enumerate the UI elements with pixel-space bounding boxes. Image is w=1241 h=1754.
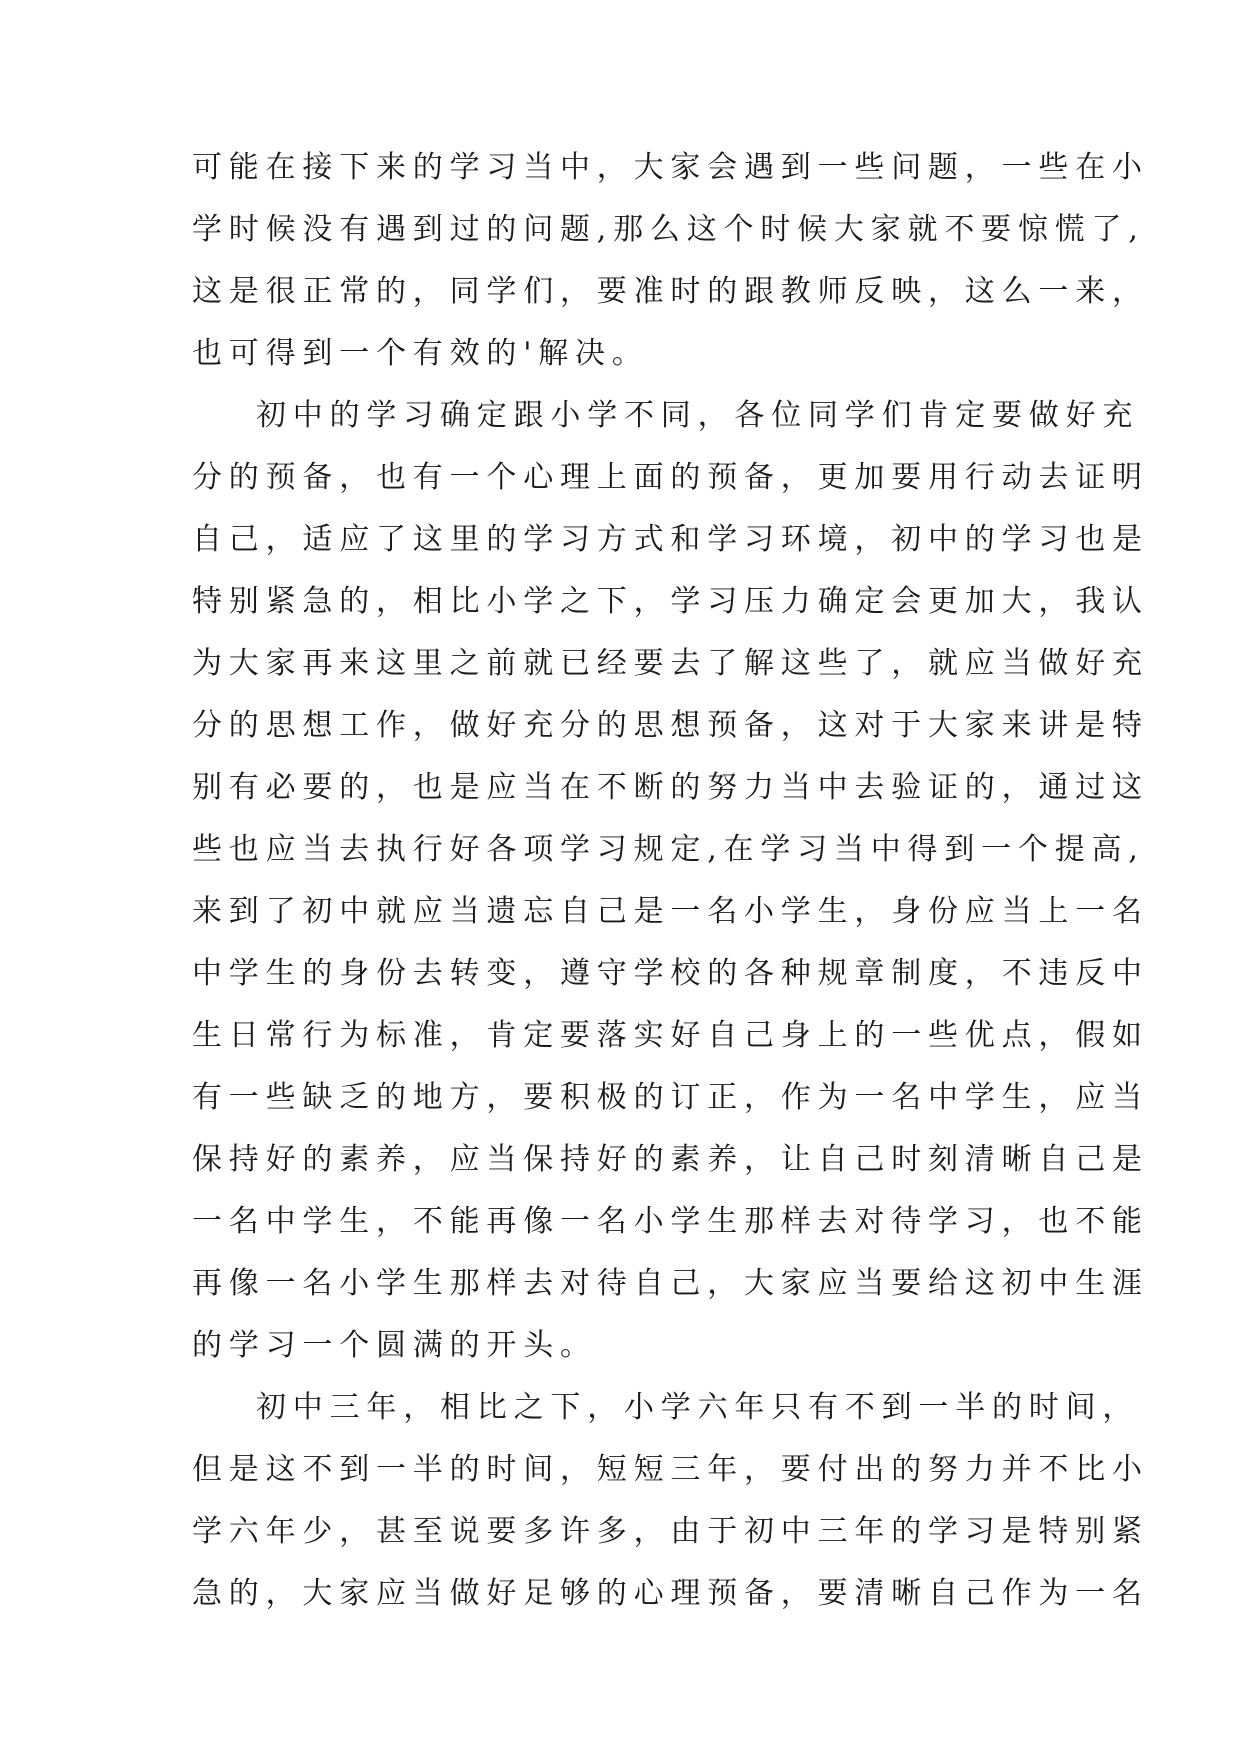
text-line: 有一些缺乏的地方，要积极的订正，作为一名中学生，应当 xyxy=(192,1080,1149,1115)
text-line: 再像一名小学生那样去对待自己，大家应当要给这初中生涯 xyxy=(192,1266,1149,1301)
text-line: 别有必要的，也是应当在不断的努力当中去验证的，通过这 xyxy=(192,770,1149,805)
text-line: 但是这不到一半的时间，短短三年，要付出的努力并不比小 xyxy=(192,1452,1149,1487)
text-line: 生日常行为标准，肯定要落实好自己身上的一些优点，假如 xyxy=(192,1018,1149,1053)
text-line: 可能在接下来的学习当中，大家会遇到一些问题，一些在小 xyxy=(192,150,1149,185)
text-line: 自己，适应了这里的学习方式和学习环境，初中的学习也是 xyxy=(192,522,1149,557)
paragraph-first-line: 初中的学习确定跟小学不同，各位同学们肯定要做好充 xyxy=(256,398,1140,433)
text-line: 的学习一个圆满的开头。 xyxy=(192,1328,597,1363)
text-line: 保持好的素养，应当保持好的素养，让自己时刻清晰自己是 xyxy=(192,1142,1149,1177)
text-line: 些也应当去执行好各项学习规定,在学习当中得到一个提高, xyxy=(192,832,1145,867)
text-line: 中学生的身份去转变，遵守学校的各种规章制度，不违反中 xyxy=(192,956,1149,991)
text-line: 一名中学生，不能再像一名小学生那样去对待学习，也不能 xyxy=(192,1204,1149,1239)
text-line: 学时候没有遇到过的问题,那么这个时候大家就不要惊慌了, xyxy=(192,212,1145,247)
text-line: 学六年少，甚至说要多许多，由于初中三年的学习是特别紧 xyxy=(192,1514,1149,1549)
text-line: 这是很正常的，同学们，要准时的跟教师反映，这么一来， xyxy=(192,274,1149,309)
text-line: 为大家再来这里之前就已经要去了解这些了，就应当做好充 xyxy=(192,646,1149,681)
text-line: 分的思想工作，做好充分的思想预备，这对于大家来讲是特 xyxy=(192,708,1149,743)
paragraph-first-line: 初中三年，相比之下，小学六年只有不到一半的时间， xyxy=(256,1390,1140,1425)
text-line: 急的，大家应当做好足够的心理预备，要清晰自己作为一名 xyxy=(192,1576,1149,1611)
text-line: 来到了初中就应当遗忘自己是一名小学生，身份应当上一名 xyxy=(192,894,1149,929)
text-line: 分的预备，也有一个心理上面的预备，更加要用行动去证明 xyxy=(192,460,1149,495)
text-line: 也可得到一个有效的'解决。 xyxy=(192,336,649,371)
text-line: 特别紧急的，相比小学之下，学习压力确定会更加大，我认 xyxy=(192,584,1149,619)
